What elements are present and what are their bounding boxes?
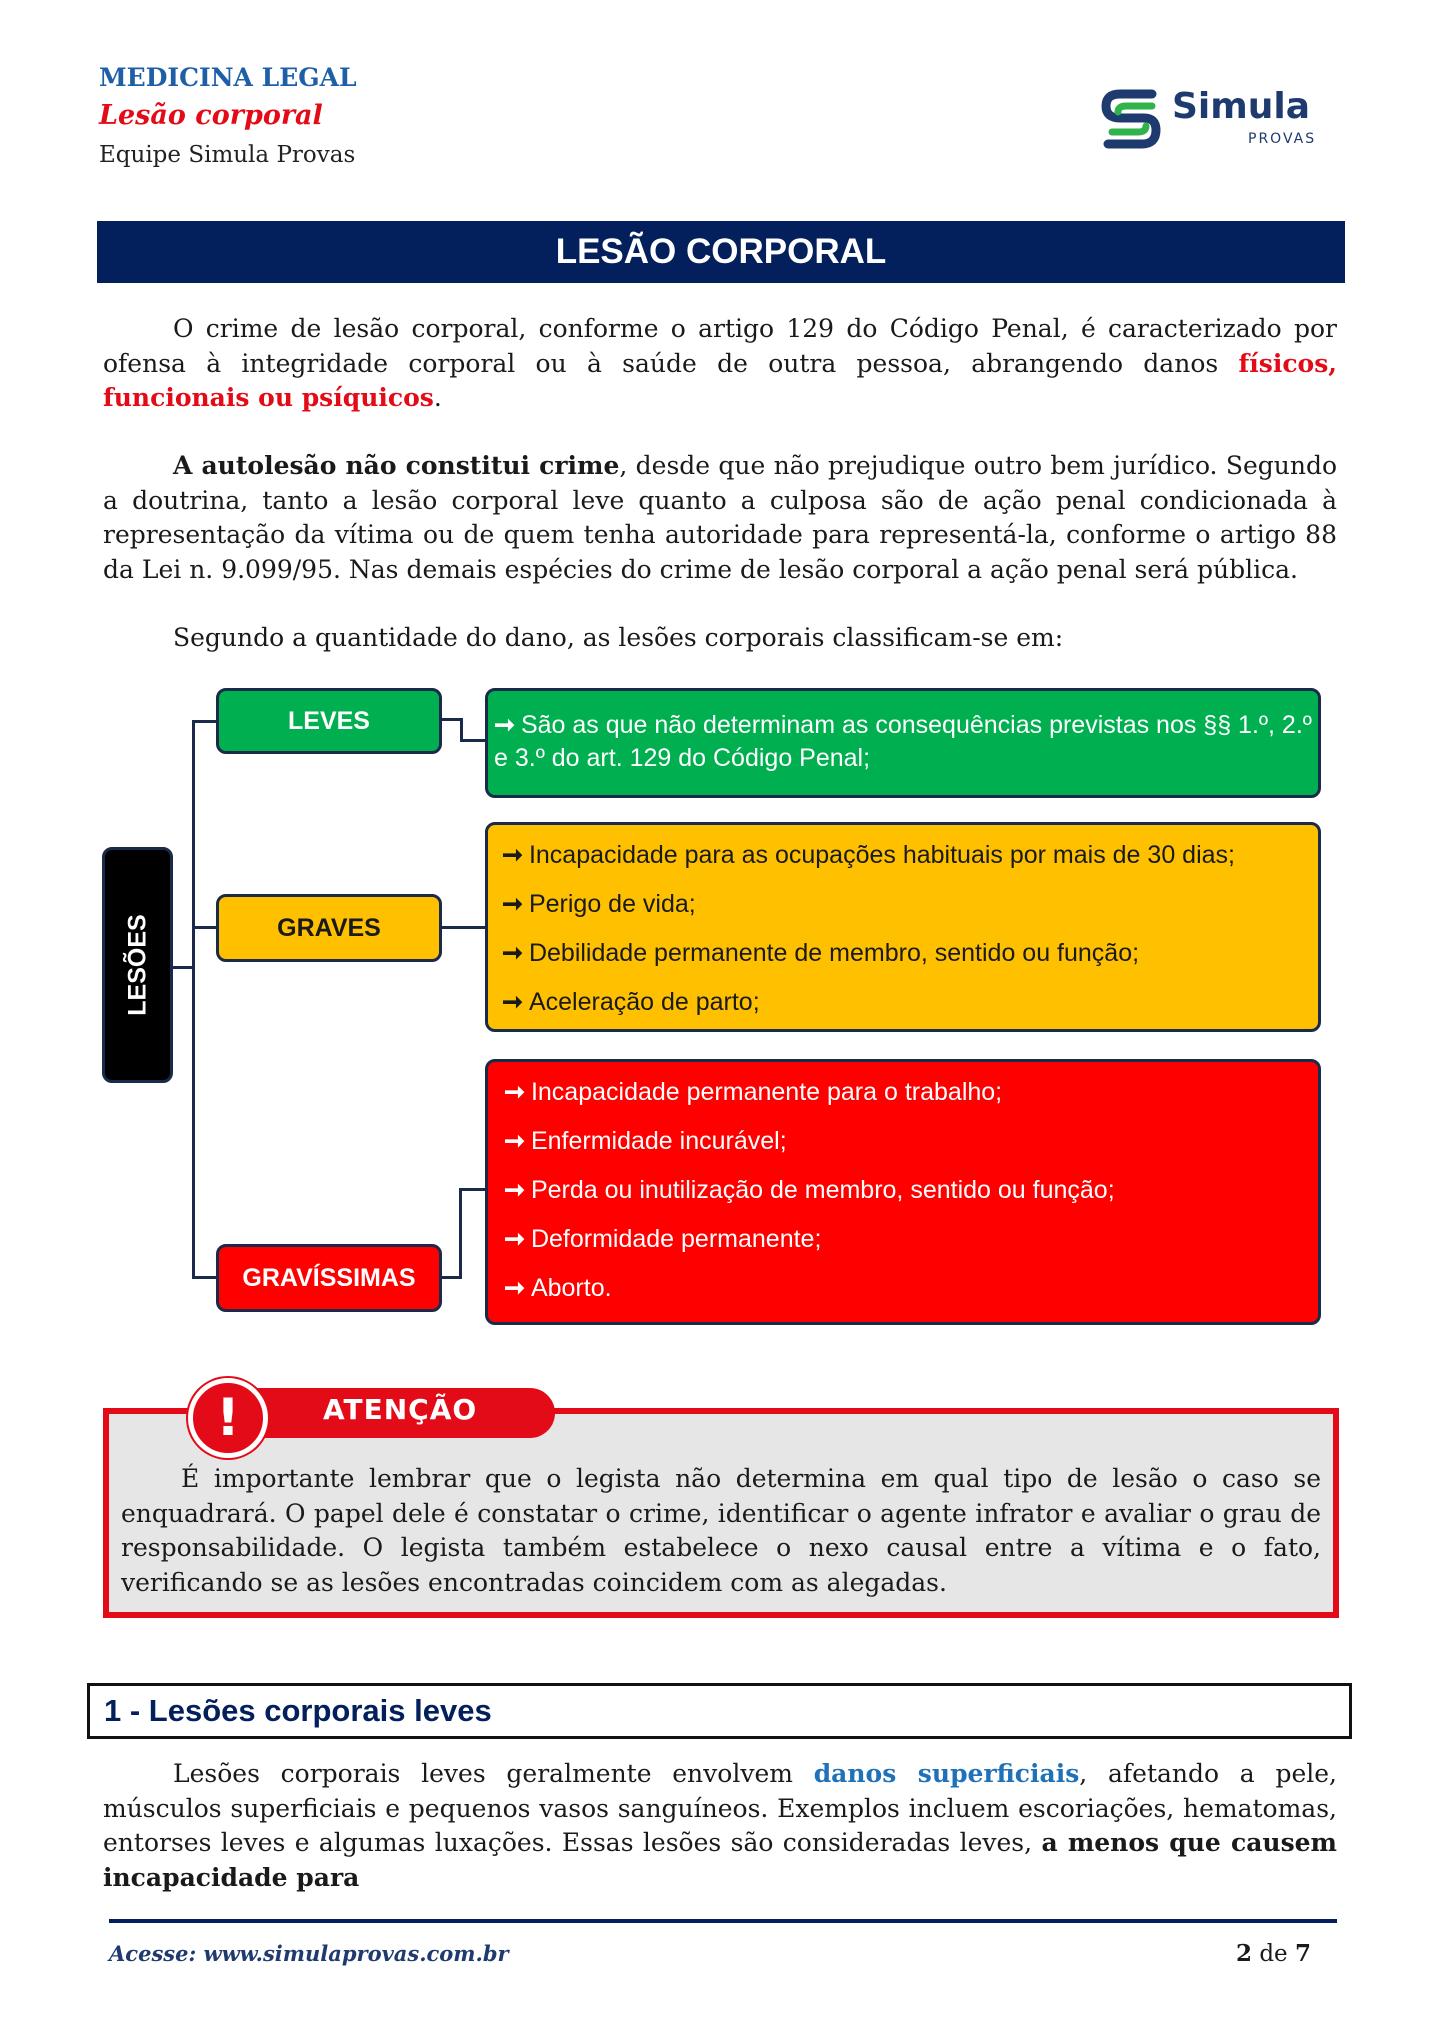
section1-highlight: danos superficiais [813, 1759, 1080, 1788]
connector-leves-a [440, 718, 462, 721]
logo-name: Simula [1172, 86, 1311, 127]
exclamation-mark: ! [216, 1388, 240, 1448]
intro-p3-text: Segundo a quantidade do dano, as lesões corporais classificam-se em: [173, 623, 1064, 652]
footer-site-link[interactable]: Acesse: www.simulaprovas.com.br [109, 1941, 509, 1966]
header-topic: Lesão corporal [99, 100, 323, 131]
arrow-right-icon: ➞ [504, 1078, 525, 1106]
logo-sub: PROVAS [1248, 131, 1317, 147]
attention-text: É importante lembrar que o legista não determina em qual tipo de lesão o caso se enquadrará. O papel dele é constatar o crime, identificar o agente infrator e avaliar o grau de responsabilidade. O legista também estabelece o nexo causal entre a vítima e o fato, verificando se as lesões encontradas coincidem com as alegadas. [121, 1464, 1321, 1597]
simula-s-icon [1100, 86, 1164, 152]
graves-item: ➞ Perigo de vida; [502, 890, 696, 918]
section-heading: 1 - Lesões corporais leves [87, 1683, 1352, 1739]
gravissimas-item: ➞ Perda ou inutilização de membro, sentido ou função; [504, 1176, 1115, 1204]
connector-graves [192, 926, 217, 929]
category-gravissimas: GRAVÍSSIMAS [216, 1244, 442, 1312]
gravissimas-item: ➞ Deformidade permanente; [504, 1225, 822, 1253]
connector-graves-a [440, 926, 487, 929]
arrow-right-icon: ➞ [504, 1225, 525, 1253]
root-label: LESÕES [123, 914, 151, 1016]
intro-p2-text: , desde que não prejudique outro bem jurídico. Segundo a doutrina, tanto a lesão corporal leve quanto a culposa são de ação penal condicionada à representação da vítima ou de quem tenha autoridade para representá-la, conforme o artigo 88 da Lei n. 9.099/95. Nas demais espécies do crime de lesão corporal a ação penal será pública. [103, 451, 1338, 584]
intro-paragraph-1 [103, 312, 1337, 416]
gravissimas-item: ➞ Incapacidade permanente para o trabalho; [504, 1078, 1003, 1106]
section1-paragraph: Lesões corporais leves geralmente envolvem danos superficiais, afetando a pele, músculos superficiais e pequenos vasos sanguíneos. Exemplos incluem escoriações, hematomas, entorses leves e algumas luxações. Essas lesões são consideradas leves, a menos que causem incapacidade para [103, 1759, 1338, 1892]
page-number: 2 de 7 [1236, 1940, 1311, 1967]
arrow-right-icon: ➞ [504, 1127, 525, 1155]
connector-root [170, 966, 194, 969]
connector-trunk [192, 720, 195, 1279]
page-title: LESÃO CORPORAL [97, 221, 1345, 283]
connector-grav-c [459, 1188, 487, 1191]
connector-gravissimas [192, 1276, 217, 1279]
arrow-right-icon: ➞ [502, 890, 523, 918]
arrow-right-icon: ➞ [504, 1274, 525, 1302]
attention-label: ATENÇÃO [323, 1393, 478, 1426]
intro-p1-text: O crime de lesão corporal, conforme o artigo 129 do Código Penal, é caracterizado por ofensa à integridade corporal ou à saúde de outra pessoa, abrangendo danos [103, 314, 1337, 378]
intro-paragraph-2 [103, 449, 1337, 587]
graves-item: ➞ Incapacidade para as ocupações habituais por mais de 30 dias; [502, 841, 1235, 869]
leves-item: ➞ São as que não determinam as consequências previstas nos §§ 1.º, 2.º e 3.º do art. 129 do Código Penal; [494, 711, 1312, 772]
arrow-right-icon: ➞ [502, 939, 523, 967]
section1-bold: a menos que causem incapacidade para [103, 1828, 1338, 1892]
intro-p1-highlight: físicos, funcionais ou psíquicos [103, 348, 1337, 412]
graves-item: ➞ Aceleração de parto; [502, 988, 760, 1016]
arrow-right-icon: ➞ [502, 841, 523, 869]
gravissimas-item: ➞ Aborto. [504, 1274, 612, 1302]
header-team: Equipe Simula Provas [99, 142, 356, 168]
arrow-right-icon: ➞ [494, 711, 515, 739]
graves-description-box [485, 822, 1321, 1032]
graves-item: ➞ Debilidade permanente de membro, sentido ou função; [502, 939, 1140, 967]
intro-p1-end: . [433, 383, 442, 412]
connector-leves-c [460, 739, 486, 742]
arrow-right-icon: ➞ [504, 1176, 525, 1204]
connector-grav-b [459, 1188, 462, 1279]
footer-divider [109, 1919, 1337, 1923]
header-subject: MEDICINA LEGAL [99, 63, 357, 92]
category-leves: LEVES [216, 688, 442, 754]
intro-p2-bold: A autolesão não constitui crime [173, 451, 620, 480]
leves-description-box [485, 688, 1321, 798]
arrow-right-icon: ➞ [502, 988, 523, 1016]
root-box-lesoes [102, 847, 173, 1083]
category-graves: GRAVES [216, 894, 442, 962]
connector-leves [192, 720, 217, 723]
gravissimas-item: ➞ Enfermidade incurável; [504, 1127, 787, 1155]
simula-provas-logo [1100, 84, 1320, 154]
gravissimas-description-box [485, 1059, 1321, 1325]
intro-paragraph-3 [103, 621, 1337, 656]
